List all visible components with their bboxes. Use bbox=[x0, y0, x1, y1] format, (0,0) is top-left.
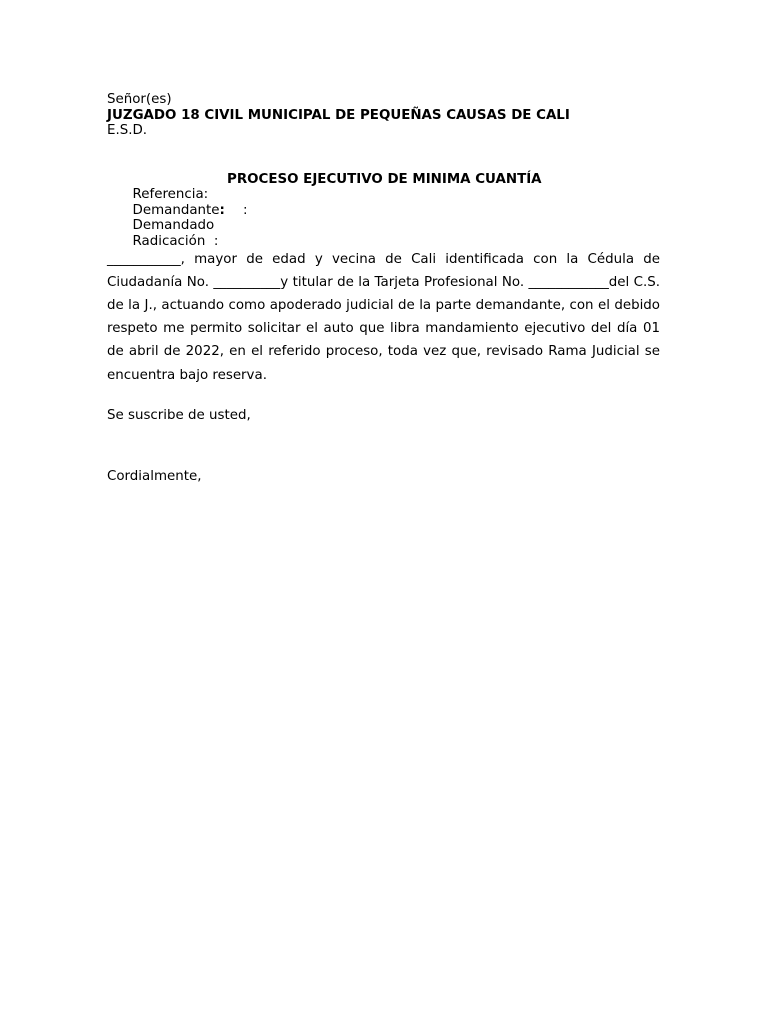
closing-suscribe: Se suscribe de usted, bbox=[107, 407, 251, 423]
esd-abbreviation: E.S.D. bbox=[107, 123, 148, 138]
referencia-value: PROCESO EJECUTIVO DE MINIMA CUANTÍA bbox=[227, 171, 542, 187]
reference-block bbox=[107, 171, 660, 249]
demandante-colon: : bbox=[219, 202, 225, 218]
reference-row bbox=[107, 171, 660, 202]
demandado-row bbox=[107, 202, 660, 233]
demandante-label: Demandante bbox=[132, 202, 220, 218]
salutation: Señor(es) bbox=[107, 92, 172, 107]
demandado-label: Demandado bbox=[132, 218, 215, 233]
demandante-row bbox=[107, 187, 660, 218]
body-paragraph: ___________, mayor de edad y vecina de Cali identificada con la Cédula de Ciudadanía No. __________y titular de la Tarjeta Profesional No. ____________del C.S. de la J., actuando como apoderado judicial de la parte demandante, con el debido respeto me permito solicitar el auto que libra mandamiento ejecutivo del día 01 de abril de 2022, en el referido proceso, toda vez que, revisado Rama Judicial se encuentra bajo reserva. bbox=[107, 251, 660, 383]
referencia-label: Referencia: bbox=[132, 187, 209, 202]
radicacion-row bbox=[107, 218, 660, 249]
court-name: JUZGADO 18 CIVIL MUNICIPAL DE PEQUEÑAS CAUSAS DE CALI bbox=[107, 107, 570, 123]
closing-cordialmente: Cordialmente, bbox=[107, 468, 202, 484]
demandado-colon: : bbox=[243, 202, 248, 218]
radicacion-label: Radicación : bbox=[132, 233, 219, 249]
letter-content bbox=[107, 92, 660, 485]
